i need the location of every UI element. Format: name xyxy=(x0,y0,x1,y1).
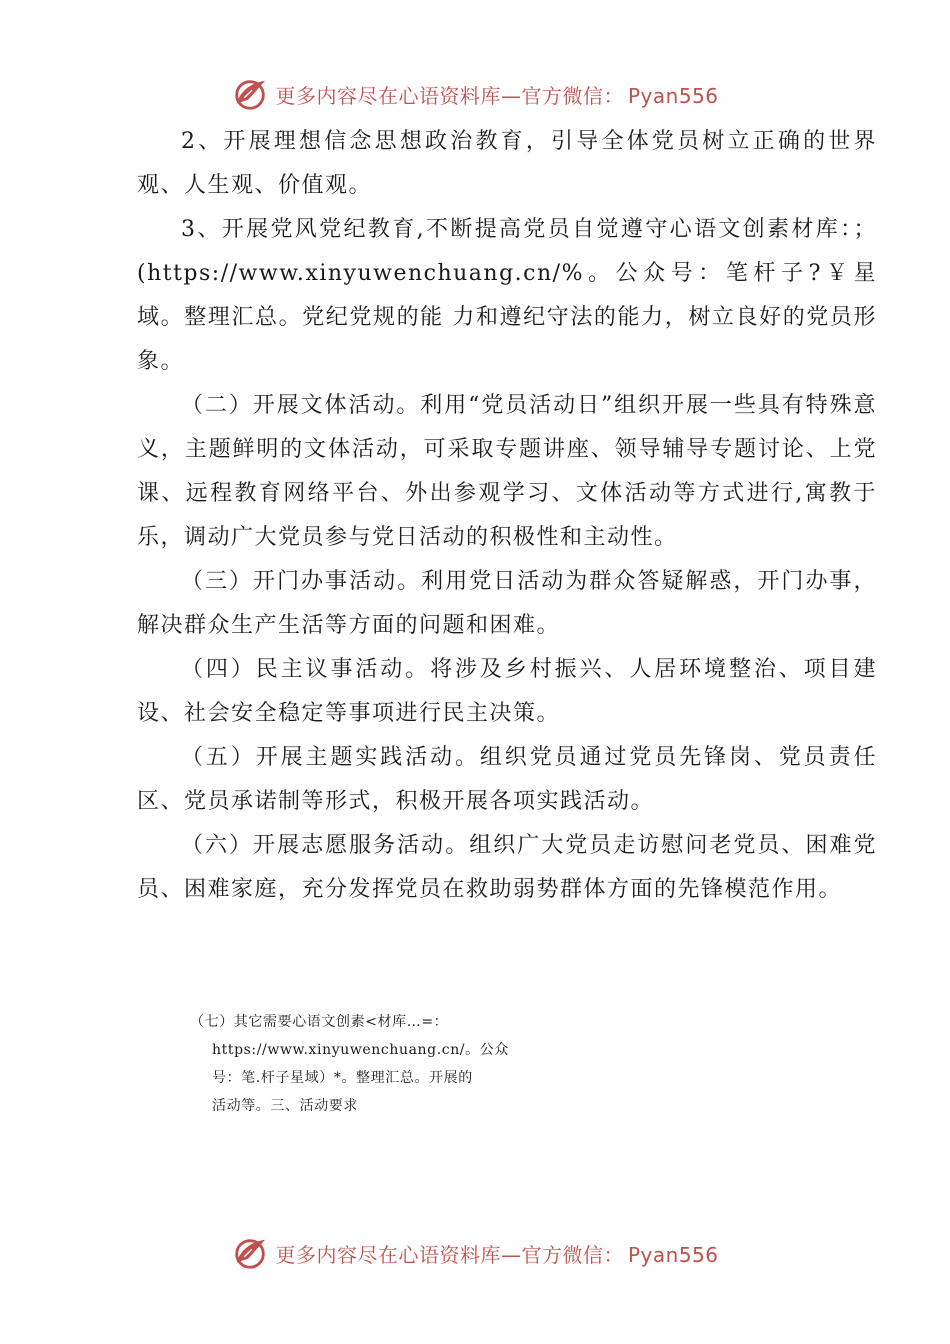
small-text-line: 活动等。三、活动要求 xyxy=(212,1098,358,1114)
small-text-line: https://www.xinyuwenchuang.cn/。公众 xyxy=(212,1042,509,1058)
document-body xyxy=(137,120,877,912)
small-text-block xyxy=(190,1008,550,1120)
wechat-id: Pyan556 xyxy=(627,1242,719,1267)
pen-nib-logo-icon xyxy=(231,75,269,113)
paragraph: （三）开门办事活动。利用党日活动为群众答疑解惑，开门办事，解决群众生产生活等方面的问题和困难。 xyxy=(137,569,877,638)
paragraph: （二）开展文体活动。利用“党员活动日”组织开展一些具有特殊意义，主题鲜明的文体活动，可采取专题讲座、领导辅导专题讨论、上党课、远程教育网络平台、外出参观学习、文体活动等方式进行,寓教于乐，调动广大党员参与党日活动的积极性和主动性。 xyxy=(137,393,877,550)
header-watermark-banner xyxy=(0,74,950,114)
watermark-text: 更多内容尽在心语资料库—官方微信： Pyan556 xyxy=(275,83,719,108)
watermark-text: 更多内容尽在心语资料库—官方微信： Pyan556 xyxy=(275,1242,719,1267)
wechat-id: Pyan556 xyxy=(627,83,719,108)
paragraph: （五）开展主题实践活动。组织党员通过党员先锋岗、党员责任区、党员承诺制等形式，积极开展各项实践活动。 xyxy=(137,745,877,814)
pen-nib-logo-icon xyxy=(231,1234,269,1272)
small-text-line: （七）其它需要心语文创素<材库…=： xyxy=(190,1014,449,1030)
small-text-line: 号：笔.杆子星域）*。整理汇总。开展的 xyxy=(212,1070,473,1086)
paragraph: （六）开展志愿服务活动。组织广大党员走访慰问老党员、困难党员、困难家庭，充分发挥党员在救助弱势群体方面的先锋模范作用。 xyxy=(137,833,877,902)
footer-watermark-banner xyxy=(0,1233,950,1273)
paragraph: （四）民主议事活动。将涉及乡村振兴、人居环境整治、项目建设、社会安全稳定等事项进行民主决策。 xyxy=(137,657,877,726)
paragraph: 3、开展党风党纪教育,不断提高党员自觉遵守心语文创素材库：；(https://www.xinyuwenchuang.cn/%。公众号：笔杆子?￥星域。整理汇总。党纪党规的能 力和遵纪守法的能力，树立良好的党员形象。 xyxy=(137,217,877,374)
paragraph: 2、开展理想信念思想政治教育，引导全体党员树立正确的世界观、人生观、价值观。 xyxy=(137,129,877,198)
